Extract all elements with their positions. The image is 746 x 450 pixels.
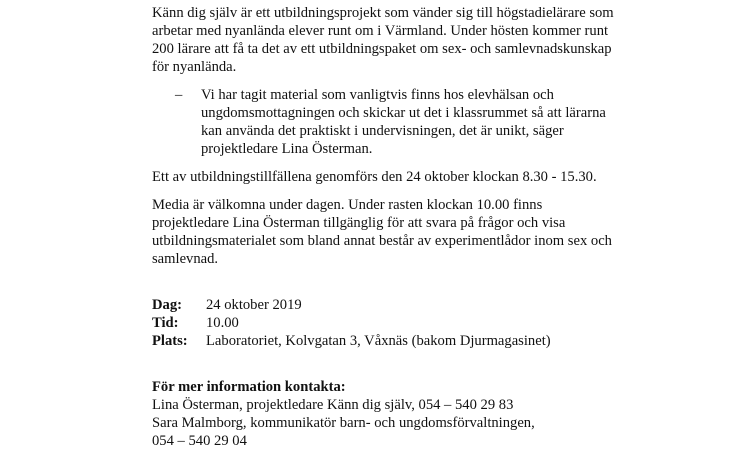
quote-block — [175, 86, 622, 158]
day-label: Dag: — [152, 297, 182, 313]
training-date-paragraph: Ett av utbildningstillfällena genomförs den 24 oktober klockan 8.30 - 15.30. — [152, 169, 597, 185]
place-value: Laboratoriet, Kolvgatan 3, Våxnäs (bakom Djurmagasinet) — [206, 333, 551, 349]
quote-text: Vi har tagit material som vanligtvis finns hos elevhälsan och ungdomsmottagningen och skickar ut det i klassrummet så att lärarna kan använda det praktiskt i undervisningen, det är unikt, säger projektledare Lina Österman. — [201, 87, 606, 157]
day-value: 24 oktober 2019 — [206, 297, 302, 313]
contact-line: Sara Malmborg, kommunikatör barn- och ungdomsförvaltningen, — [152, 415, 535, 431]
contact-line: Lina Österman, projektledare Känn dig själv, 054 – 540 29 83 — [152, 397, 514, 413]
time-label: Tid: — [152, 315, 179, 331]
contact-section — [152, 378, 622, 450]
contact-line: 054 – 540 29 04 — [152, 433, 247, 449]
place-label: Plats: — [152, 333, 188, 349]
detail-row-place — [152, 332, 622, 350]
time-value: 10.00 — [206, 315, 239, 331]
intro-paragraph: Känn dig själv är ett utbildningsprojekt som vänder sig till högstadielärare som arbetar med nyanlända elever runt om i Värmland. Under hösten kommer runt 200 lärare att få ta det av ett utbildningspaket om sex- och samlevnadskunskap för nyanlända. — [152, 5, 614, 75]
press-release — [152, 4, 622, 450]
contact-heading: För mer information kontakta: — [152, 379, 346, 395]
detail-row-day — [152, 296, 622, 314]
media-paragraph: Media är välkomna under dagen. Under rasten klockan 10.00 finns projektledare Lina Österman tillgänglig för att svara på frågor och visa utbildningsmaterialet som bland annat består av experimentlådor inom sex och samlevnad. — [152, 197, 612, 267]
event-details — [152, 296, 622, 350]
detail-row-time — [152, 314, 622, 332]
quote-dash: – — [175, 87, 183, 103]
